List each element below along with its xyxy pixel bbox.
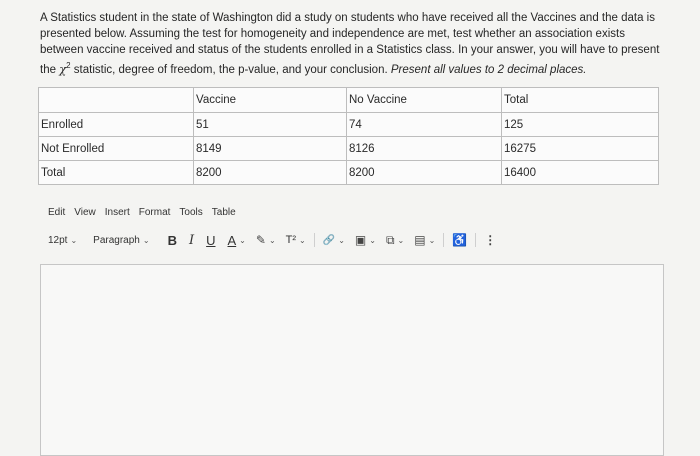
menu-view[interactable]: View	[74, 207, 96, 218]
menu-edit[interactable]: Edit	[48, 207, 66, 218]
menu-table[interactable]: Table	[211, 207, 236, 218]
paragraph-value: Paragraph	[93, 234, 140, 246]
chevron-down-icon: ⌄	[268, 235, 276, 245]
editor-toolbar	[48, 231, 660, 249]
table-cell: 8149	[194, 137, 347, 161]
image-button[interactable]	[355, 233, 376, 247]
question-instruction: Present all values to 2 decimal places.	[387, 63, 587, 76]
link-button[interactable]	[323, 235, 345, 246]
more-options-button[interactable]: ⋮	[484, 233, 497, 247]
toolbar-divider	[443, 233, 444, 247]
embed-button[interactable]	[386, 233, 404, 248]
table-row	[39, 113, 659, 137]
table-cell: 8200	[194, 161, 347, 185]
table-cell: 8126	[347, 137, 502, 161]
menu-tools[interactable]: Tools	[179, 207, 203, 218]
chevron-down-icon: ⌄	[428, 235, 436, 245]
highlighter-icon: ✎	[255, 233, 266, 247]
paragraph-select[interactable]	[93, 235, 149, 246]
question-text	[40, 10, 665, 78]
bold-button[interactable]: B	[167, 232, 177, 248]
table-cell: Enrolled	[39, 113, 194, 137]
table-header-row	[39, 88, 659, 113]
table-cell: No Vaccine	[347, 88, 502, 113]
underline-button[interactable]: U	[206, 232, 216, 248]
table-cell: Total	[39, 161, 194, 185]
contingency-table	[38, 87, 659, 185]
table-cell: Total	[502, 88, 659, 113]
chevron-down-icon: ⌄	[239, 235, 246, 245]
document-button[interactable]	[414, 233, 435, 247]
chevron-down-icon: ⌄	[369, 235, 376, 245]
table-cell: Not Enrolled	[39, 137, 194, 161]
highlight-button[interactable]	[256, 233, 276, 247]
menu-format[interactable]: Format	[138, 207, 171, 218]
menu-insert[interactable]: Insert	[104, 207, 130, 218]
link-icon: 🔗	[322, 234, 336, 246]
chevron-down-icon: ⌄	[338, 235, 345, 245]
question-after: statistic, degree of freedom, the p-value, and your conclusion.	[70, 63, 388, 76]
table-cell: 16400	[502, 161, 659, 185]
table-cell: 51	[194, 113, 347, 137]
chi-square-symbol: χ	[59, 61, 67, 76]
font-size-select[interactable]	[48, 235, 77, 246]
table-cell: 8200	[347, 161, 502, 185]
accessibility-checker-button[interactable]: ♿	[452, 233, 468, 247]
editor-menubar	[48, 207, 236, 218]
superscript-icon: T²	[285, 234, 297, 246]
document-icon: ▤	[414, 233, 426, 247]
rich-text-editor[interactable]	[40, 264, 664, 456]
italic-button[interactable]: I	[188, 232, 195, 248]
table-cell: 125	[502, 113, 659, 137]
table-cell: 74	[347, 113, 502, 137]
chi-square-exponent: 2	[66, 61, 71, 70]
font-size-value: 12pt	[48, 234, 68, 246]
chevron-down-icon: ⌄	[70, 235, 78, 245]
font-color-button[interactable]	[228, 233, 246, 248]
font-color-icon: A	[227, 232, 237, 248]
image-icon: ▣	[354, 233, 367, 247]
toolbar-divider	[314, 233, 315, 247]
table-cell: 16275	[502, 137, 659, 161]
embed-icon: ⧉	[385, 232, 395, 247]
chevron-down-icon: ⌄	[299, 235, 306, 245]
table-cell	[39, 88, 194, 113]
toolbar-divider	[475, 233, 476, 247]
chevron-down-icon: ⌄	[142, 235, 150, 245]
table-cell: Vaccine	[194, 88, 347, 113]
table-row	[39, 137, 659, 161]
question-main: A Statistics student in the state of Washington did a study on students who have received all the Vaccines and the data is presented below. Assuming the test for homogeneity and independence are met, test whether an association exists between vaccine received and status of the students enrolled in a Statistics class. In your answer, you will have to present the	[40, 12, 660, 76]
superscript-button[interactable]	[286, 234, 306, 246]
chevron-down-icon: ⌄	[397, 235, 405, 245]
table-row	[39, 161, 659, 185]
